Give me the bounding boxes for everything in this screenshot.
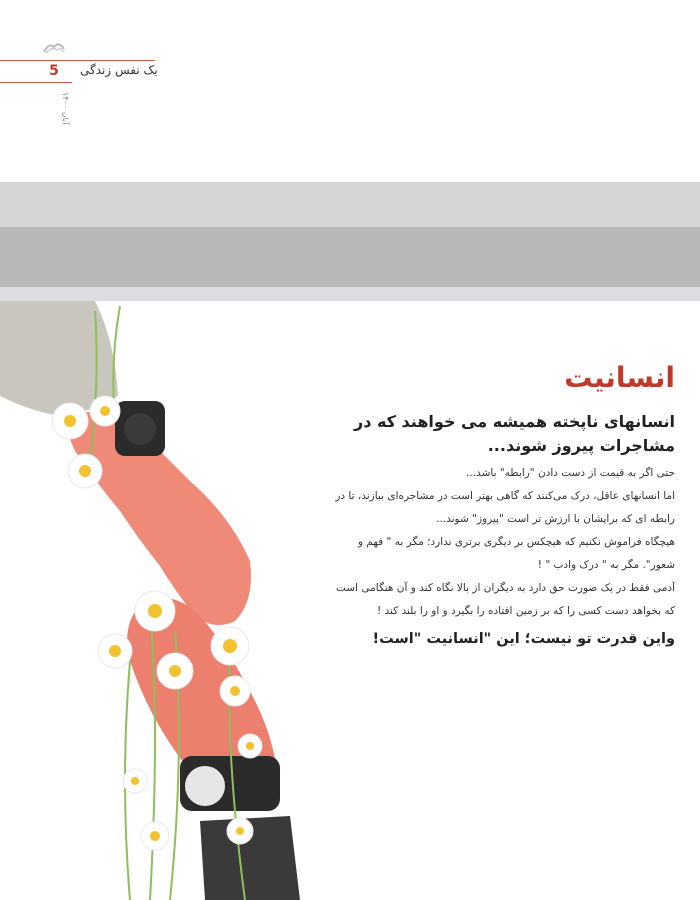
section-title: یک نفس زندگی [80,63,158,77]
page-number: 5 [49,63,59,79]
publication-logo-icon [43,40,65,54]
article-paragraph-4: آدمی فقط در یک صورت حق دارد به دیگران از بالا نگاه کند و آن هنگامی است که بخواهد دست کسی را که بر زمین افتاده را بگیرد و او را بلند کند ! [336,582,675,617]
article-lead: انسانهای ناپخته همیشه می خواهند که در مشاجرات پیروز شوند... [353,412,675,455]
article-closing: واین قدرت تو نیست؛ این "انسانیت "است! [372,631,675,647]
gray-band-top [0,182,700,227]
header-rule [0,60,155,61]
article-paragraph-1: حتی اگر به قیمت از دست دادن "رابطه" باشد... [466,467,675,479]
issue-date: آبان ۱۴۰۰ [61,92,70,125]
two-hands-with-daisies-illustration [0,301,310,900]
top-watch-icon [115,401,165,456]
gray-band-bottom [0,287,700,301]
bottom-watch-icon [180,756,280,811]
gray-band-middle [0,227,700,287]
article-paragraph-2: اما انسانهای عاقل، درک می‌کنند که گاهی بهتر است در مشاجره‌ای ببازند، تا در رابطه ای که برایشان با ارزش تر است "پیروز" شوند... [335,490,675,525]
article [330,360,675,651]
article-paragraph-3: هیچگاه فراموش نکنیم که هیچکس بر دیگری برتری ندارد؛ مگر به " فهم و شعور". مگر به " درک وادب " ! [357,536,675,571]
header-rule-short [0,82,72,83]
article-title: انسانیت [564,361,675,394]
